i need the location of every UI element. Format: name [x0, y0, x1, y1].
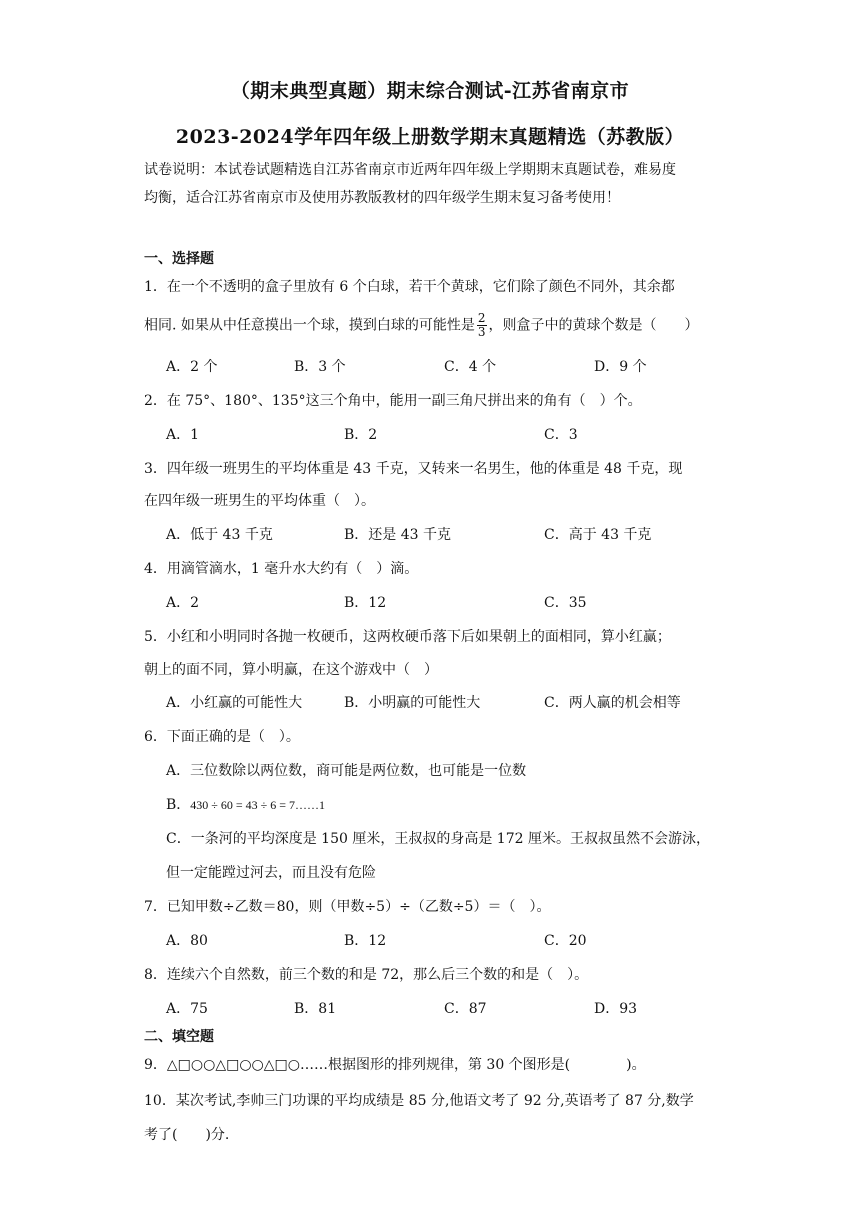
question-1-option-a[interactable]: A．2 个 [166, 359, 218, 375]
question-8-text: 8．连续六个自然数，前三个数的和是 72，那么后三个数的和是（ ）。 [144, 967, 589, 983]
question-1-text-before: 相同. 如果从中任意摸出一个球，摸到白球的可能性是 [144, 317, 475, 334]
question-1-option-d[interactable]: D．9 个 [594, 359, 647, 375]
question-6-option-a[interactable]: A．三位数除以两位数，商可能是两位数，也可能是一位数 [166, 763, 527, 779]
question-1-line1: 1．在一个不透明的盒子里放有 6 个白球，若干个黄球，它们除了颜色不同外，其余都 [144, 279, 675, 295]
question-8-option-b[interactable]: B．81 [294, 1001, 337, 1017]
question-6-option-c-line2: 但一定能蹚过河去，而且没有危险 [166, 865, 376, 881]
fraction-numerator: 2 [477, 311, 486, 325]
question-2-option-c[interactable]: C．3 [544, 427, 578, 443]
question-6-text: 6．下面正确的是（ ）。 [144, 729, 300, 745]
question-1-line2 [144, 312, 699, 339]
question-10-line1: 10．某次考试,李帅三门功课的平均成绩是 85 分,他语文考了 92 分,英语考了 87 分,数学 [144, 1093, 694, 1109]
exam-title-line1: （期末典型真题）期末综合测试-江苏省南京市 [230, 80, 630, 102]
question-1-option-b[interactable]: B．3 个 [294, 359, 346, 375]
question-5-line2: 朝上的面不同，算小明赢，在这个游戏中（ ） [144, 662, 438, 678]
question-7-option-b[interactable]: B．12 [344, 933, 387, 949]
exam-title-line2: 2023-2024学年四年级上册数学期末真题精选（苏教版） [175, 126, 685, 148]
question-3-option-b[interactable]: B．还是 43 千克 [344, 527, 452, 543]
question-4-text: 4．用滴管滴水，1 毫升水大约有（ ）滴。 [144, 561, 419, 577]
question-4-option-b[interactable]: B．12 [344, 595, 387, 611]
section-heading-fill-blank: 二、填空题 [144, 1029, 214, 1045]
question-7-option-a[interactable]: A．80 [166, 933, 208, 949]
question-5-option-a[interactable]: A．小红赢的可能性大 [166, 695, 303, 711]
option-b-formula: 430 ÷ 60 = 43 ÷ 6 = 7……1 [190, 798, 326, 812]
question-7-option-c[interactable]: C．20 [544, 933, 587, 949]
question-1-option-c[interactable]: C．4 个 [444, 359, 497, 375]
question-9-text: 9．△□○○△□○○△□○……根据图形的排列规律，第 30 个图形是( )。 [144, 1057, 646, 1073]
question-3-line1: 3．四年级一班男生的平均体重是 43 千克，又转来一名男生，他的体重是 48 千克，现 [144, 461, 683, 477]
question-3-option-c[interactable]: C．高于 43 千克 [544, 527, 652, 543]
question-8-option-d[interactable]: D．93 [594, 1001, 638, 1017]
question-6-option-b[interactable] [166, 794, 325, 814]
question-2-text: 2．在 75°、180°、135°这三个角中，能用一副三角尺拼出来的角有（ ）个。 [144, 393, 642, 409]
question-5-line1: 5．小红和小明同时各抛一枚硬币，这两枚硬币落下后如果朝上的面相同，算小红赢； [144, 629, 671, 645]
description-line1: 试卷说明：本试卷试题精选自江苏省南京市近两年四年级上学期期末真题试卷，难易度 [144, 162, 676, 178]
question-1-text-after: ，则盒子中的黄球个数是（ ） [488, 317, 699, 334]
question-8-option-a[interactable]: A．75 [166, 1001, 208, 1017]
fraction-two-thirds [477, 312, 487, 339]
exam-description [144, 156, 724, 212]
question-4-option-c[interactable]: C．35 [544, 595, 587, 611]
question-5-option-c[interactable]: C．两人赢的机会相等 [544, 695, 681, 711]
fraction-denominator: 3 [477, 325, 486, 339]
question-3-line2: 在四年级一班男生的平均体重（ ）。 [144, 493, 375, 509]
question-2-option-b[interactable]: B．2 [344, 427, 378, 443]
description-line2: 均衡，适合江苏省南京市及使用苏教版教材的四年级学生期末复习备考使用！ [144, 190, 620, 206]
question-5-option-b[interactable]: B．小明赢的可能性大 [344, 695, 481, 711]
section-heading-choice: 一、选择题 [144, 251, 214, 267]
question-6-option-c-line1[interactable]: C．一条河的平均深度是 150 厘米，王叔叔的身高是 172 厘米。王叔叔虽然不会游泳， [166, 831, 710, 847]
question-2-option-a[interactable]: A．1 [166, 427, 200, 443]
question-3-option-a[interactable]: A．低于 43 千克 [166, 527, 273, 543]
option-b-label: B． [166, 797, 191, 813]
question-7-text: 7．已知甲数÷乙数＝80，则（甲数÷5）÷（乙数÷5）＝（ ）。 [144, 899, 551, 915]
question-4-option-a[interactable]: A．2 [166, 595, 200, 611]
question-8-option-c[interactable]: C．87 [444, 1001, 487, 1017]
question-10-line2: 考了( )分. [144, 1127, 230, 1143]
